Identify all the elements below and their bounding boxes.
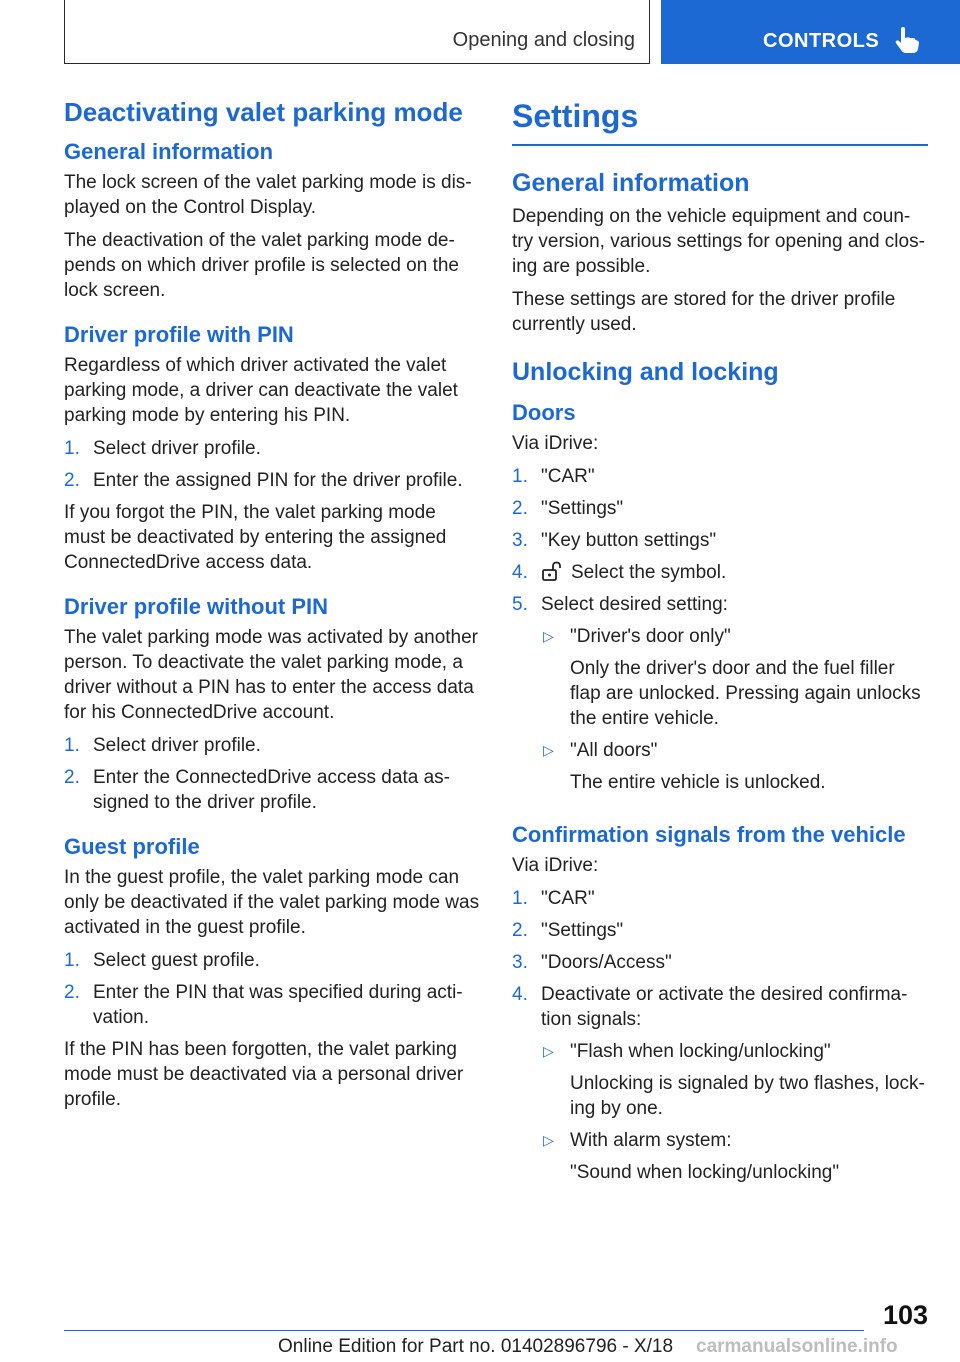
paragraph: If you forgot the PIN, the valet parking mode must be deactivated by entering the assigned ConnectedDrive access data. xyxy=(64,502,447,573)
list-item xyxy=(512,950,928,975)
paragraph: The lock screen of the valet parking mode is dis-played on the Control Display. xyxy=(64,172,472,218)
steps-list xyxy=(512,886,928,1185)
step-number: 4. xyxy=(512,562,528,583)
option-label: "Driver's door only" xyxy=(570,626,731,647)
step-number: 2. xyxy=(512,920,528,941)
list-item xyxy=(541,1128,928,1185)
heading-guest-profile: Guest profile xyxy=(64,834,200,859)
step-text: "Doors/Access" xyxy=(541,952,672,973)
step-number: 2. xyxy=(512,498,528,519)
step-text: Select the symbol. xyxy=(571,562,727,583)
step-number: 1. xyxy=(512,888,528,909)
step-text: Select driver profile. xyxy=(93,735,261,756)
heading-doors: Doors xyxy=(512,400,576,425)
triangle-bullet-icon: ▷ xyxy=(543,1043,554,1059)
list-item xyxy=(512,560,928,585)
section-title-valet: Deactivating valet parking mode xyxy=(64,97,463,127)
step-number: 5. xyxy=(512,594,528,615)
step-number: 1. xyxy=(512,466,528,487)
paragraph: Regardless of which driver activated the valet parking mode, a driver can deactivate the valet parking mode by entering his PIN. xyxy=(64,355,458,426)
list-item xyxy=(512,592,928,795)
steps-list xyxy=(64,436,482,493)
heading-general-information: General information xyxy=(64,139,274,164)
step-text: Enter the assigned PIN for the driver profile. xyxy=(93,470,463,491)
right-column xyxy=(512,96,928,1192)
list-item xyxy=(512,496,928,521)
paragraph: Via iDrive: xyxy=(512,433,599,454)
step-number: 1. xyxy=(64,438,80,459)
paragraph: In the guest profile, the valet parking mode can only be deactivated if the valet parking mode was activated in the guest profile. xyxy=(64,867,480,938)
list-item xyxy=(512,918,928,943)
steps-list xyxy=(64,948,482,1030)
step-text: "CAR" xyxy=(541,888,595,909)
heading-driver-profile-with-pin: Driver profile with PIN xyxy=(64,322,294,347)
triangle-bullet-icon: ▷ xyxy=(543,628,554,644)
list-item xyxy=(541,624,928,731)
heading-driver-profile-without-pin: Driver profile without PIN xyxy=(64,594,329,619)
triangle-bullet-icon: ▷ xyxy=(543,1132,554,1148)
step-text: Enter the ConnectedDrive access data as-signed to the driver profile. xyxy=(93,767,450,813)
paragraph: Depending on the vehicle equipment and coun-try version, various settings for opening and clos-ing are possible. xyxy=(512,206,925,277)
paragraph: The valet parking mode was activated by another person. To deactivate the valet parking mode, a driver without a PIN has to enter the access data for his ConnectedDrive account. xyxy=(64,627,479,723)
section-title-settings: Settings xyxy=(512,96,928,146)
option-label: "All doors" xyxy=(570,740,658,761)
page-number: 103 xyxy=(882,1300,928,1330)
heading-unlocking-and-locking: Unlocking and locking xyxy=(512,358,779,386)
option-detail: The entire vehicle is unlocked. xyxy=(570,772,826,793)
left-column xyxy=(64,96,482,1120)
unlock-icon xyxy=(541,561,563,581)
option-label: "Flash when locking/unlocking" xyxy=(570,1041,831,1062)
step-text: "Settings" xyxy=(541,498,624,519)
step-text: "Settings" xyxy=(541,920,624,941)
list-item xyxy=(512,528,928,553)
watermark: carmanualsonline.info xyxy=(696,1336,898,1357)
list-item xyxy=(64,468,482,493)
step-number: 1. xyxy=(64,950,80,971)
option-label: With alarm system: xyxy=(570,1130,732,1151)
list-item xyxy=(64,765,482,815)
header-chapter-title: CONTROLS xyxy=(763,30,880,52)
header-section-box xyxy=(64,0,650,64)
paragraph: The deactivation of the valet parking mode de-pends on which driver profile is selected on the lock screen. xyxy=(64,230,460,301)
step-number: 2. xyxy=(64,982,80,1003)
step-number: 3. xyxy=(512,530,528,551)
footer-divider xyxy=(64,1330,864,1331)
options-list xyxy=(541,624,928,795)
step-number: 2. xyxy=(64,767,80,788)
step-number: 4. xyxy=(512,984,528,1005)
list-item xyxy=(64,733,482,758)
option-detail: "Sound when locking/unlocking" xyxy=(570,1162,840,1183)
heading-confirmation-signals: Confirmation signals from the vehicle xyxy=(512,822,906,847)
triangle-bullet-icon: ▷ xyxy=(543,742,554,758)
list-item xyxy=(64,436,482,461)
step-text: Select driver profile. xyxy=(93,438,261,459)
step-number: 1. xyxy=(64,735,80,756)
steps-list xyxy=(64,733,482,815)
step-text: "CAR" xyxy=(541,466,595,487)
step-text: Select guest profile. xyxy=(93,950,260,971)
list-item xyxy=(541,738,928,795)
step-text: Select desired setting: xyxy=(541,594,728,615)
paragraph: These settings are stored for the driver profile currently used. xyxy=(512,289,896,335)
paragraph: Via iDrive: xyxy=(512,855,599,876)
options-list xyxy=(541,1039,928,1185)
list-item xyxy=(512,886,928,911)
list-item xyxy=(541,1039,928,1121)
steps-list xyxy=(512,464,928,795)
heading-general-information: General information xyxy=(512,169,750,197)
header-section-title: Opening and closing xyxy=(452,29,635,51)
list-item xyxy=(512,982,928,1185)
list-item xyxy=(512,464,928,489)
list-item xyxy=(64,948,482,973)
step-text: Enter the PIN that was specified during acti-vation. xyxy=(93,982,463,1028)
step-text: Deactivate or activate the desired confirma-tion signals: xyxy=(541,984,908,1030)
option-detail: Unlocking is signaled by two flashes, lock-ing by one. xyxy=(570,1073,925,1119)
step-text: "Key button settings" xyxy=(541,530,717,551)
step-number: 3. xyxy=(512,952,528,973)
footer-edition: Online Edition for Part no. 01402896796 - X/18 xyxy=(278,1336,674,1357)
step-number: 2. xyxy=(64,470,80,491)
paragraph: If the PIN has been forgotten, the valet parking mode must be deactivated via a personal driver profile. xyxy=(64,1039,464,1110)
option-detail: Only the driver's door and the fuel filler flap are unlocked. Pressing again unlocks the entire vehicle. xyxy=(570,658,921,729)
pointing-hand-icon xyxy=(895,27,919,53)
list-item xyxy=(64,980,482,1030)
header-chapter-box xyxy=(661,0,960,64)
